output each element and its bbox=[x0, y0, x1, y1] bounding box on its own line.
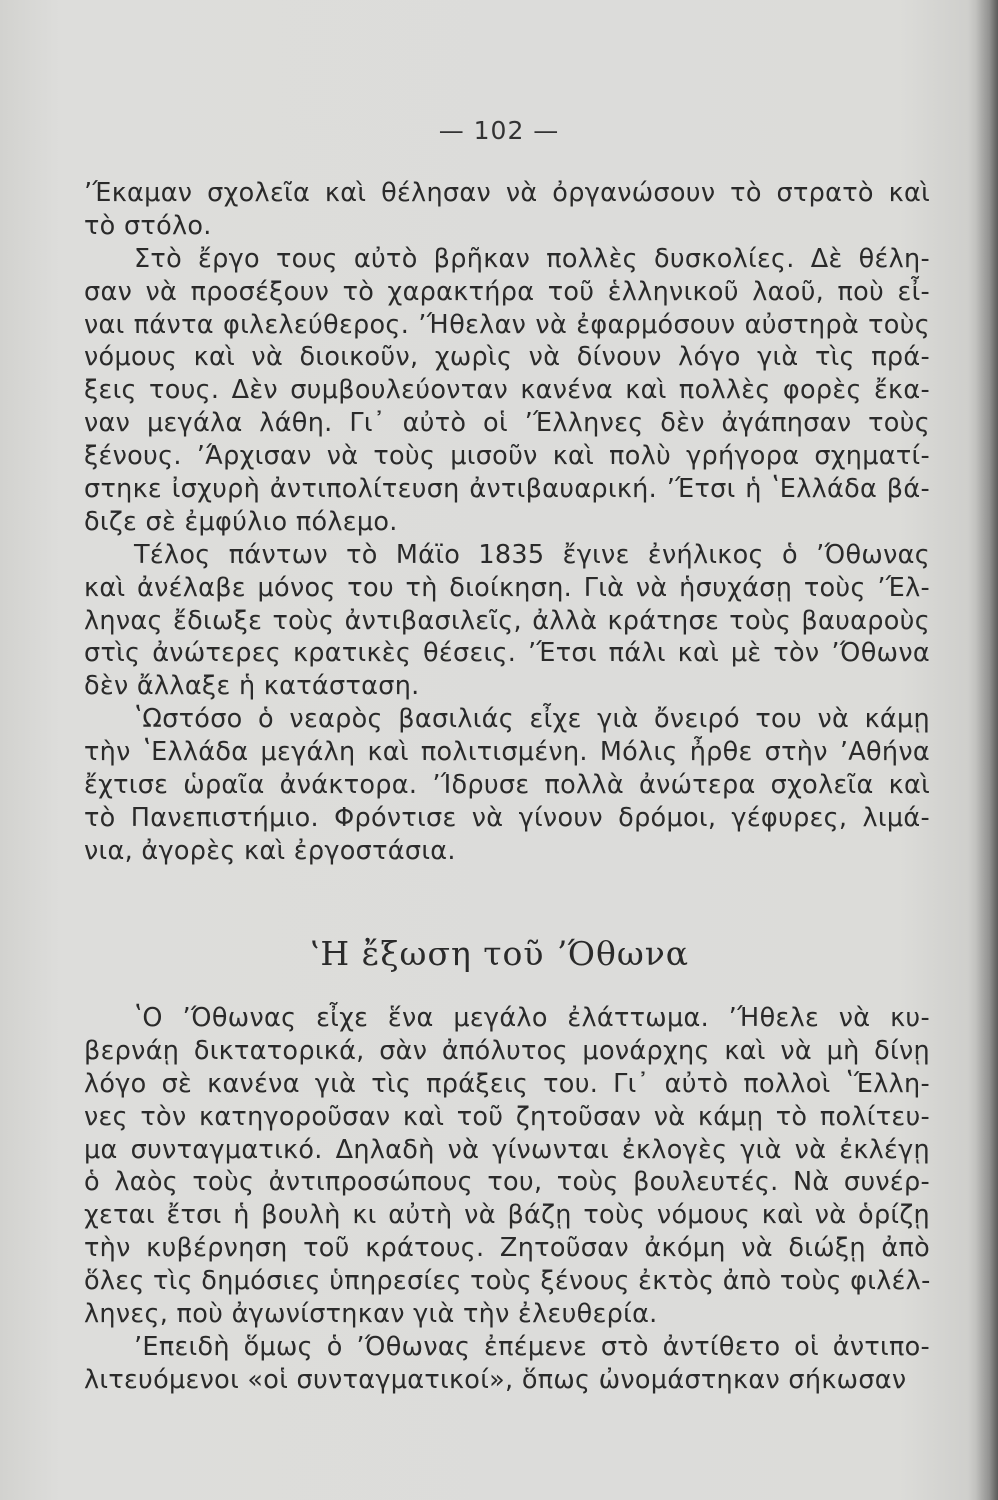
text-line: διζε σὲ ἐμφύλιο πόλεμο. bbox=[84, 506, 398, 537]
text-line: λιτευόμενοι «οἱ συνταγματικοί», ὅπως ὠνομάστηκαν σήκωσαν bbox=[84, 1364, 907, 1395]
text-line: νια, ἀγορὲς καὶ ἐργοστάσια. bbox=[84, 835, 456, 866]
text-line: τὸ στόλο. bbox=[84, 210, 212, 241]
text-line: ʼΈκαμαν σχολεῖα καὶ θέλησαν νὰ ὀργανώσουν τὸ στρατὸ καὶ bbox=[84, 178, 930, 208]
text-line: στηκε ἰσχυρὴ ἀντιπολίτευση ἀντιβαυαρική. ʼΈτσι ἡ ʽΕλλάδα βά- bbox=[84, 474, 930, 505]
page-number: — 102 — bbox=[438, 116, 560, 145]
text-line: βερνάῃ δικτατορικά, σὰν ἀπόλυτος μονάρχης καὶ νὰ μὴ δίνῃ bbox=[84, 1035, 930, 1066]
text-line: καὶ ἀνέλαβε μόνος του τὴ διοίκηση. Γιὰ νὰ ἡσυχάσῃ τοὺς ʼΈλ- bbox=[84, 572, 930, 603]
text-line: Τέλος πάντων τὸ Μάϊο 1835 ἔγινε ἐνήλικος ὁ ʼΌθωνας bbox=[134, 539, 930, 570]
text-line: ὁ λαὸς τοὺς ἀντιπροσώπους του, τοὺς βουλευτές. Νὰ συνέρ- bbox=[84, 1167, 930, 1198]
section-heading: ʽΗ ἔξωση τοῦ ʼΌθωνα bbox=[308, 934, 690, 973]
paragraphs-block-bottom bbox=[84, 1002, 930, 1397]
text-line: ληνες, ποὺ ἀγωνίστηκαν γιὰ τὴν ἐλευθερία. bbox=[84, 1299, 658, 1330]
text-line: ναι πάντα φιλελεύθερος. ʼΉθελαν νὰ ἐφαρμόσουν αὐστηρὰ τοὺς bbox=[84, 309, 930, 340]
text-line: στὶς ἀνώτερες κρατικὲς θέσεις. ʼΈτσι πάλι καὶ μὲ τὸν ʼΌθωνα bbox=[84, 638, 930, 669]
text-line: τὴν ʽΕλλάδα μεγάλη καὶ πολιτισμένη. Μόλις ἦρθε στὴν ʼΑθήνα bbox=[84, 737, 930, 768]
text-line: λόγο σὲ κανένα γιὰ τὶς πράξεις του. Γι᾽ αὐτὸ πολλοὶ ʽΈλλη- bbox=[84, 1068, 930, 1099]
text-line: ὅλες τὶς δημόσιες ὑπηρεσίες τοὺς ξένους ἐκτὸς ἀπὸ τοὺς φιλέλ- bbox=[84, 1266, 931, 1297]
text-line: ἔχτισε ὡραῖα ἀνάκτορα. ʼΊδρυσε πολλὰ ἀνώτερα σχολεῖα καὶ bbox=[84, 770, 930, 801]
text-line: μα συνταγματικό. Δηλαδὴ νὰ γίνωνται ἐκλογὲς γιὰ νὰ ἐκλέγῃ bbox=[84, 1134, 930, 1165]
text-line: ʽΩστόσο ὁ νεαρὸς βασιλιάς εἶχε γιὰ ὄνειρό του νὰ κάμῃ bbox=[134, 704, 930, 735]
text-line: τὴν κυβέρνηση τοῦ κράτους. Ζητοῦσαν ἀκόμη νὰ διώξῃ ἀπὸ bbox=[84, 1233, 930, 1264]
text-line: Στὸ ἔργο τους αὐτὸ βρῆκαν πολλὲς δυσκολίες. Δὲ θέλη- bbox=[134, 243, 930, 274]
text-line: ναν μεγάλα λάθη. Γι᾽ αὐτὸ οἱ ʼΈλληνες δὲν ἀγάπησαν τοὺς bbox=[84, 408, 930, 439]
text-line: χεται ἔτσι ἡ βουλὴ κι αὐτὴ νὰ βάζῃ τοὺς νόμους καὶ νὰ ὁρίζῃ bbox=[84, 1200, 930, 1231]
text-line: ξεις τους. Δὲν συμβουλεύονταν κανένα καὶ πολλὲς φορὲς ἔκα- bbox=[84, 375, 930, 406]
page-edge-shadow bbox=[976, 0, 998, 1500]
text-line: ʼΕπειδὴ ὅμως ὁ ʼΌθωνας ἐπέμενε στὸ ἀντίθετο οἱ ἀντιπο- bbox=[134, 1331, 930, 1362]
text-line: δὲν ἄλλαξε ἡ κατάσταση. bbox=[84, 671, 420, 702]
text-line: ξένους. ʼΆρχισαν νὰ τοὺς μισοῦν καὶ πολὺ γρήγορα σχηματί- bbox=[84, 441, 930, 472]
text-line: νόμους καὶ νὰ διοικοῦν, χωρὶς νὰ δίνουν λόγο γιὰ τὶς πρά- bbox=[84, 342, 930, 373]
paragraphs-block-top bbox=[84, 177, 930, 868]
text-line: σαν νὰ προσέξουν τὸ χαρακτήρα τοῦ ἑλληνικοῦ λαοῦ, ποὺ εἶ- bbox=[84, 276, 930, 307]
text-line: ληνας ἔδιωξε τοὺς ἀντιβασιλεῖς, ἀλλὰ κράτησε τοὺς βαυαροὺς bbox=[84, 605, 930, 636]
text-line: νες τὸν κατηγοροῦσαν καὶ τοῦ ζητοῦσαν νὰ κάμῃ τὸ πολίτευ- bbox=[84, 1101, 930, 1132]
text-line: ʽΟ ʼΌθωνας εἶχε ἕνα μεγάλο ἐλάττωμα. ʼΉθελε νὰ κυ- bbox=[134, 1003, 930, 1033]
text-line: τὸ Πανεπιστήμιο. Φρόντισε νὰ γίνουν δρόμοι, γέφυρες, λιμά- bbox=[84, 802, 930, 833]
